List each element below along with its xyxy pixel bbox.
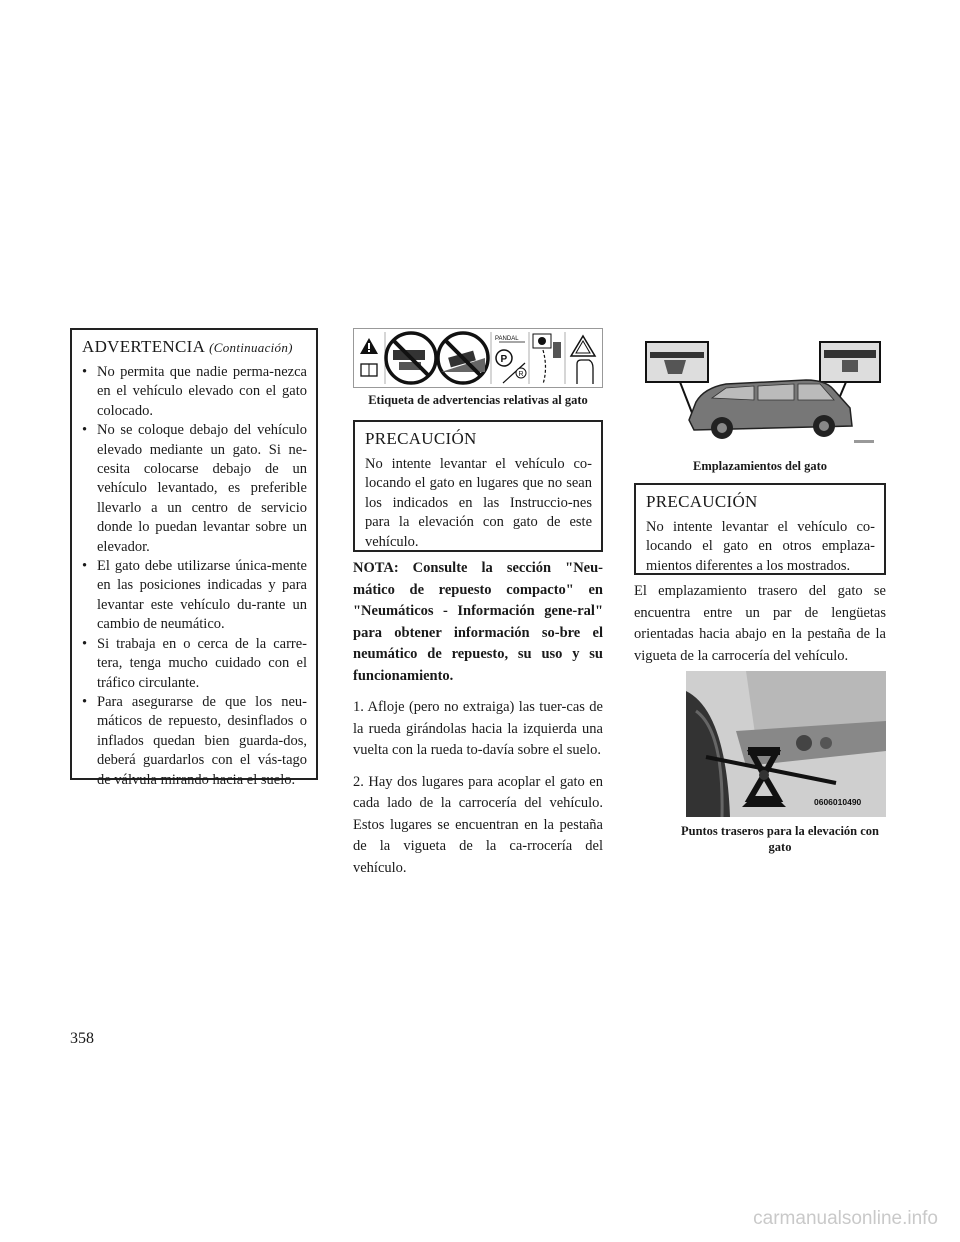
right-column [634, 328, 886, 855]
bullet: • [82, 635, 88, 652]
bullet: • [82, 693, 88, 710]
left-column [70, 328, 318, 788]
jack-locations-caption: Emplazamientos del gato [692, 459, 828, 473]
bullet: • [82, 422, 88, 439]
caution-2-text: No intente levantar el vehículo co-locando el gato en otros emplaza-mientos diferentes a los mostrados. [646, 519, 875, 574]
watermark: carmanualsonline.info [753, 1208, 938, 1229]
note-paragraph: NOTA: Consulte la sección "Neu-mático de repuesto compacto" en "Neumáticos - Información gene-ral" para obtener información so-bre el neumático de repuesto, su uso y su funcionamiento. [353, 560, 603, 684]
warning-item: • Si trabaja en o cerca de la carre-tera, tenga mucho cuidado con el tráfico circulante. [82, 635, 307, 691]
page-number: 358 [70, 1030, 94, 1047]
no-slope-icon [438, 333, 488, 383]
warning-box [70, 328, 318, 788]
warning-continuation: (Continuación) [209, 340, 293, 355]
svg-text:P: P [500, 354, 508, 365]
step-2-paragraph: 2. Hay dos lugares para acoplar el gato en cada lado de la carrocería del vehículo. Estos lugares se encuentran en la pestaña de la vigueta de la ca-rrocería del vehículo. [353, 773, 603, 876]
jack-warning-label-figure [353, 328, 603, 388]
rear-location-paragraph: El emplazamiento trasero del gato se encuentra entre un par de lengüetas orientadas hacia abajo en la pestaña de la vigueta de la carrocería del vehículo. [634, 583, 886, 664]
minivan-icon [689, 380, 852, 439]
rear-jack-points-figure [686, 671, 886, 817]
jack-locations-figure [634, 328, 886, 452]
caution-box [353, 420, 603, 552]
rear-jack-points-caption: Puntos traseros para la elevación con gato [680, 824, 880, 854]
warning-title: ADVERTENCIA (Continuación) [82, 337, 293, 356]
warning-list [82, 363, 307, 790]
bullet: • [82, 364, 88, 380]
svg-text:R: R [518, 371, 524, 378]
warning-item: • El gato debe utilizarse única-mente en las posiciones indicadas y para levantar este vehículo du-rante un cambio de neumático. [82, 558, 307, 633]
middle-column [353, 328, 603, 889]
warning-item: • Para asegurarse de que los neu-máticos de repuesto, desinflados o inflados quedan bien guarda-dos, deberá guardarlos con el vás-tago de válvula mirando hacia el suelo. [82, 693, 307, 788]
step-1-paragraph: 1. Afloje (pero no extraiga) las tuer-cas de la rueda girándolas hacia la izquierda una vuelta con la rueda to-davía sobre el suelo. [353, 699, 603, 758]
rear-jack-points-image [686, 671, 886, 817]
jack-warning-label-image [353, 328, 603, 388]
caution-box-2 [634, 483, 886, 575]
warning-item: • No se coloque debajo del vehículo elevado mediante un gato. Si ne-cesita colocarse debajo de un vehículo levantado, es preferible llevarlo a un centro de servicio donde lo puedan levantar sobre un elevador. [82, 422, 307, 555]
no-under-vehicle-icon [386, 333, 436, 383]
label-figure-caption: Etiqueta de advertencias relativas al gato [368, 393, 588, 407]
figure-code: 0606010490 [814, 797, 862, 807]
caution-title: PRECAUCIÓN [365, 429, 477, 448]
bullet: • [82, 558, 88, 575]
warning-item: • No permita que nadie perma-nezca en el vehículo elevado con el gato colocado. [82, 364, 307, 419]
jack-locations-image [634, 328, 886, 452]
caution-2-title: PRECAUCIÓN [646, 492, 758, 511]
svg-text:PANDAL: PANDAL [495, 336, 519, 342]
caution-text: No intente levantar el vehículo co-locando el gato en lugares que no sean los indicados en las Instruccio-nes para la elevación con gato de este vehículo. [365, 456, 592, 550]
